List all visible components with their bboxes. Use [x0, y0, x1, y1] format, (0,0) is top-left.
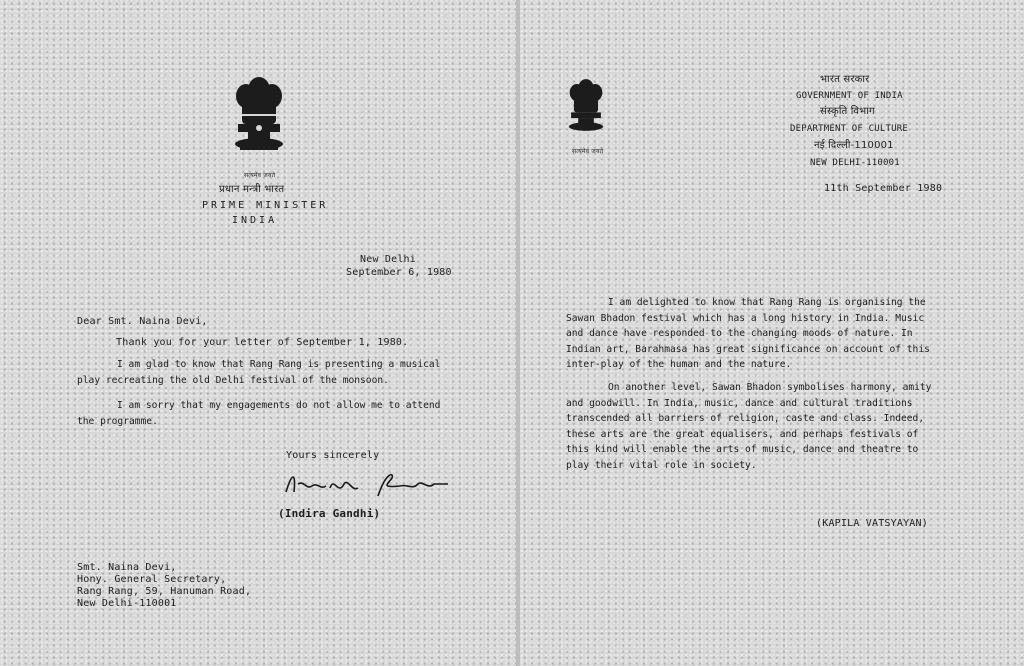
office-title: PRIME MINISTER	[202, 200, 329, 211]
recipient-line-3: Rang Rang, 59, Hanuman Road,	[77, 586, 252, 597]
letterhead-line-2: GOVERNMENT OF INDIA	[796, 91, 903, 101]
recipient-line-4: New Delhi-110001	[77, 598, 177, 609]
handwritten-signature	[282, 466, 452, 506]
letterhead-line-3: संस्कृति विभाग	[820, 106, 875, 117]
right-letter-page	[520, 0, 1024, 666]
letter-paragraph-1: I am delighted to know that Rang Rang is organising the Sawan Bhadon festival which has a long history in India. Music and dance have responded to the changing moods of nature. In Indian art, Barahmasa has great significance on account of this inter-play of the human and the nature.	[566, 297, 930, 370]
letterhead-line-5: नई दिल्ली-110001	[814, 140, 894, 151]
emblem-caption: सत्यमेव जयते	[244, 172, 276, 179]
recipient-line-1: Smt. Naina Devi,	[77, 562, 177, 573]
national-emblem-icon	[564, 76, 608, 146]
national-emblem-icon	[228, 74, 290, 170]
letter-paragraph-1: Thank you for your letter of September 1, 1980.	[116, 337, 409, 348]
recipient-line-2: Hony. General Secretary,	[77, 574, 227, 585]
signatory-name: (Indira Gandhi)	[278, 507, 381, 520]
letter-paragraph-2: On another level, Sawan Bhadon symbolises harmony, amity and goodwill. In India, music, dance and cultural traditions transcended all barriers of religion, caste and class. Indeed, these arts are the great equalisers, and perhaps festivals of this kind will enable the arts of music, dance and theatre to play their vital role in society.	[566, 382, 932, 471]
closing: Yours sincerely	[286, 450, 380, 461]
office-hindi: प्रधान मन्त्री भारत	[219, 184, 285, 195]
emblem-caption: सत्यमेव जयते	[572, 148, 604, 155]
salutation: Dear Smt. Naina Devi,	[77, 316, 208, 327]
office-country: INDIA	[232, 215, 278, 226]
letterhead-line-6: NEW DELHI-110001	[810, 158, 900, 168]
signatory-name: (KAPILA VATSYAYAN)	[816, 518, 928, 529]
letter-date: 11th September 1980	[824, 183, 943, 194]
letterhead-line-1: भारत सरकार	[820, 74, 870, 85]
letter-paragraph-2: I am glad to know that Rang Rang is presenting a musical play recreating the old Delhi festival of the monsoon.	[77, 359, 441, 386]
letter-paragraph-3: I am sorry that my engagements do not allow me to attend the programme.	[77, 400, 441, 427]
letter-place: New Delhi	[360, 254, 416, 265]
letterhead-line-4: DEPARTMENT OF CULTURE	[790, 124, 908, 134]
letter-date: September 6, 1980	[346, 267, 452, 278]
